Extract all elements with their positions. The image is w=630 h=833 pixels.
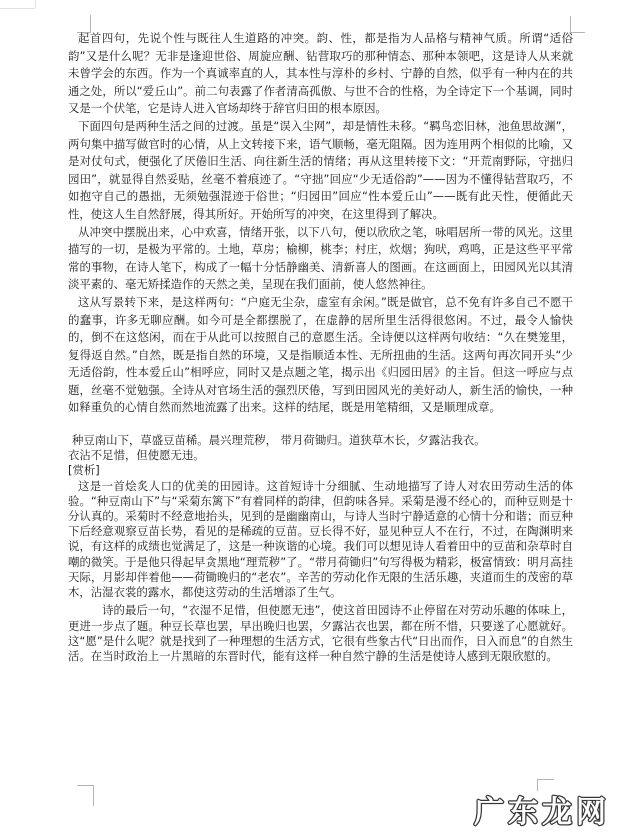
poem-line-1: 种豆南山下，草盛豆苗稀。晨兴理荒秽， 带月荷锄归。道狭草木长，夕露沾我衣。 [72,433,486,448]
poem-line-2: 衣沾不足惜，但使愿无违。 [68,448,205,463]
page-edge-mark-vertical [35,0,36,8]
analysis-paragraph-1: 起首四句，先说个性与既往人生道路的冲突。韵、性，都是指为人品格与精神气质。所谓“适俗韵”又是什么呢？无非是逢迎世俗、周旋应酬、钻营取巧的那种情态、那种本领吧，这是诗人从来就未曾学会的东西。作为一个真诚率直的人，其本性与淳朴的乡村、宁静的自然，似乎有一种内在的共通之处，所以“爱丘山”。前二句表露了作者清高孤傲、与世不合的性格，为全诗定下一个基调，同时又是一个伏笔，它是诗人进入官场却终于辞官归田的根本原因。 [68,31,573,116]
site-watermark-text: 广东龙网 [474,795,610,830]
analysis-paragraph-4: 这从写景转下来，是这样两句：“户庭无尘杂，虚室有余闲。”既是做官，总不免有许多自己不愿干的蠢事，许多无聊应酬。如今可是全都摆脱了，在虚静的居所里生活得很悠闲。不过，最令人愉快的，倒不在这悠闲，而在于从此可以按照自己的意愿生活。全诗便以这样两句收结：“久在樊笼里，复得返自然。”自然，既是指自然的环境，又是指顺适本性、无所扭曲的生活。这两句再次同开头“少无适俗韵，性本爱丘山”相呼应，同时又是点题之笔，揭示出《归园田居》的主旨。但这一呼应与点题，丝毫不觉勉强。全诗从对官场生活的强烈厌倦，写到田园风光的美好动人，新生活的愉快，一种如释重负的心情自然而然地流露了出来。这样的结尾，既是用笔精细，又是顺理成章。 [68,294,573,415]
appreciation-paragraph-1: 这是一首烩炙人口的优美的田园诗。这首短诗十分细腻、生动地描写了诗人对农田劳动生活的体验。“种豆南山下”与“采菊东篱下”有着同样的韵律，但韵味各异。采菊是漫不经心的，而种豆则是十分认真的。采菊时不经意地抬头，见到的是幽幽南山，与诗人当时宁静适意的心情十分和谐；而豆种下后经意观察豆苗长势，看见的是稀疏的豆苗。豆长得不好，显见种豆人不在行，不过，在陶渊明来说，有这样的成绩也觉满足了，这是一种诙谐的心境。我们可以想见诗人看着田中的豆苗和杂草时自嘲的微笑。于是他只得起早贪黑地“理荒秽”了。“带月荷锄归”句写得极为精彩，极富情致：明月高挂天际，月影却伴着他——荷锄晚归的“老农”。辛苦的劳动化作无限的生活乐趣，夹道而生的茂密的草木，沾湿衣裳的露水，都使这劳动的生活增添了生气。 [68,478,573,600]
analysis-paragraph-2: 下面四句是两种生活之间的过渡。虽是“误入尘网”，却是情性未移。“羁鸟恋旧林，池鱼思故渊”，两句集中描写做官时的心情，从上文转接下来，语气顺畅，毫无阻隔。因为连用两个相似的比喻，又是对仗句式，便强化了厌倦旧生活、向往新生活的情绪；再从这里转接下文：“开荒南野际，守拙归园田”，就显得自然妥贴，丝毫不着痕迹了。“守拙”回应“少无适俗韵”——因为不懂得钻营取巧，不如抱守自己的愚拙，无须勉强混迹于俗世；“归园田”回应“性本爱丘山”——既有此天性，便循此天性，使这人生自然舒展，得其所好。开始所写的冲突，在这里得到了解决。 [68,118,573,221]
analysis-paragraph-3: 从冲突中摆脱出来，心中欢喜，情绪开张，以下八句，便以欣欣之笔，咏唱居所一带的风光。这里描写的一切，是极为平常的。土地，草房；榆柳，桃李；村庄，炊烟；狗吠，鸡鸣，正是这些平平常常的事物，在诗人笔下，构成了一幅十分恬静幽美、清新喜人的图画。在这画面上，田园风光以其清淡平素的、毫无矫揉造作的天然之美，呈现在我们面前，使人悠然神往。 [68,224,573,292]
document-body [68,30,573,664]
site-watermark [472,789,630,833]
appreciation-paragraph-2: 诗的最后一句，“衣湿不足惜，但使愿无违”，使这首田园诗不止停留在对劳动乐趣的体味上，更进一步点了题。种豆长草也罢，早出晚归也罢，夕露沾衣也罢，都在所不惜，只要遂了心愿就好。这“愿”是什么呢？就是找到了一种理想的生活方式，它很有些象古代“日出而作，日入而息”的自然生活。在当时政治上一片黑暗的东晋时代，能有这样一种自然宁静的生活是使诗人感到无限欣慰的。 [68,603,573,663]
margin-crop-mark-bottom-left [77,785,94,806]
appreciation-label: [赏析] [68,463,100,478]
page-edge-mark-horizontal [0,8,35,9]
poem-block [68,433,573,463]
